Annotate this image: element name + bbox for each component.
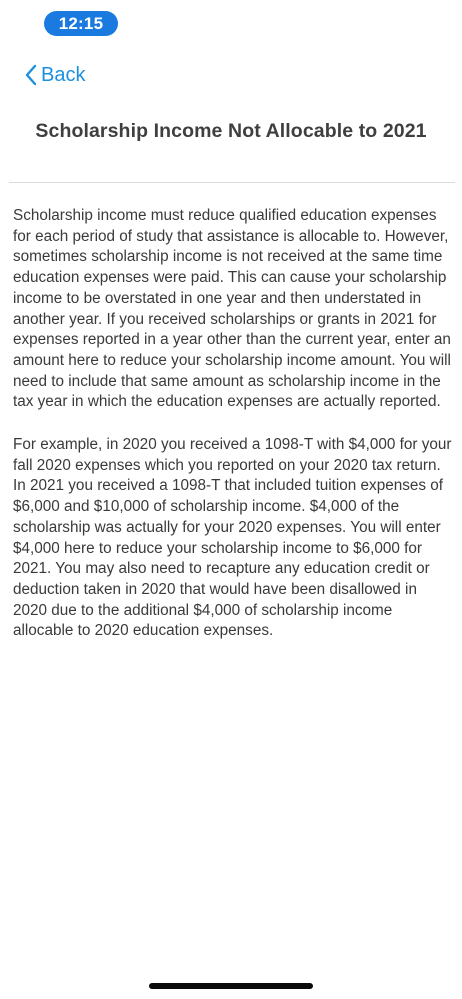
page-title: Scholarship Income Not Allocable to 2021 — [35, 120, 427, 142]
home-indicator[interactable] — [149, 983, 313, 989]
back-button[interactable] — [24, 60, 85, 90]
help-paragraph: Scholarship income must reduce qualified education expenses for each period of study that assistance is allocable to. However, sometimes scholarship income is not received at the same time education expenses were paid. This can cause your scholarship income to be overstated in one year and then understated in another year. If you received scholarships or grants in 2021 for expenses reported in a year other than the current year, enter an amount here to reduce your scholarship income amount. You will need to include that same amount as scholarship income in the tax year in which the education expenses are actually reported. — [13, 207, 451, 411]
back-button-label: Back — [41, 63, 86, 86]
chevron-left-icon — [24, 64, 38, 86]
help-paragraph: For example, in 2020 you received a 1098-T with $4,000 for your fall 2020 expenses which you reported on your 2020 tax return. In 2021 you received a 1098-T that included tuition expenses of $6,000 and $10,000 of scholarship income. $4,000 of the scholarship was actually for your 2020 expenses. You will enter $4,000 here to reduce your scholarship income to $6,000 for 2021. You may also need to recapture any education credit or deduction taken in 2020 that would have been disallowed in 2020 due to the additional $4,000 of scholarship income allocable to 2020 education expenses. — [13, 436, 452, 640]
status-bar-time: 12:15 — [44, 11, 118, 36]
header-divider — [9, 182, 455, 183]
help-content — [13, 206, 455, 664]
